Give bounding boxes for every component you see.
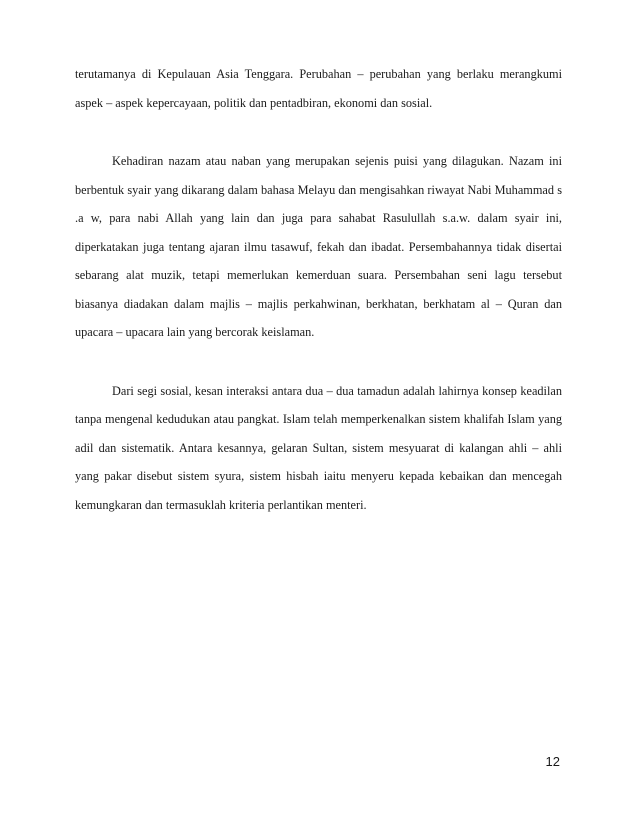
page-number: 12: [545, 754, 560, 769]
paragraph-social: Dari segi sosial, kesan interaksi antara dua – dua tamadun adalah lahirnya konsep keadilan tanpa mengenal kedudukan atau pangkat. Islam telah memperkenalkan sistem khalifah Islam yang adil dan sistematik. Antara kesannya, gelaran Sultan, sistem mesyuarat di kalangan ahli – ahli yang pakar disebut sistem syura, sistem hisbah iaitu menyeru kepada kebaikan dan mencegah kemungkaran dan termasuklah kriteria perlantikan menteri.: [75, 383, 562, 512]
paragraph-nazam: Kehadiran nazam atau naban yang merupakan sejenis puisi yang dilagukan. Nazam ini berbentuk syair yang dikarang dalam bahasa Melayu dan mengisahkan riwayat Nabi Muhammad s .a w, para nabi Allah yang lain dan juga para sahabat Rasulullah s.a.w. dalam syair ini, diperkatakan juga tentang ajaran ilmu tasawuf, fekah dan ibadat. Persembahannya tidak disertai sebarang alat muzik, tetapi memerlukan kemerduan suara. Persembahan seni lagu tersebut biasanya diadakan dalam majlis – majlis perkahwinan, berkhatan, berkhatam al – Quran dan upacara – upacara lain yang bercorak keislaman.: [75, 154, 562, 339]
body-text: [75, 60, 562, 519]
paragraph-continuation: terutamanya di Kepulauan Asia Tenggara. Perubahan – perubahan yang berlaku merangkumi aspek – aspek kepercayaan, politik dan pentadbiran, ekonomi dan sosial.: [75, 67, 562, 110]
